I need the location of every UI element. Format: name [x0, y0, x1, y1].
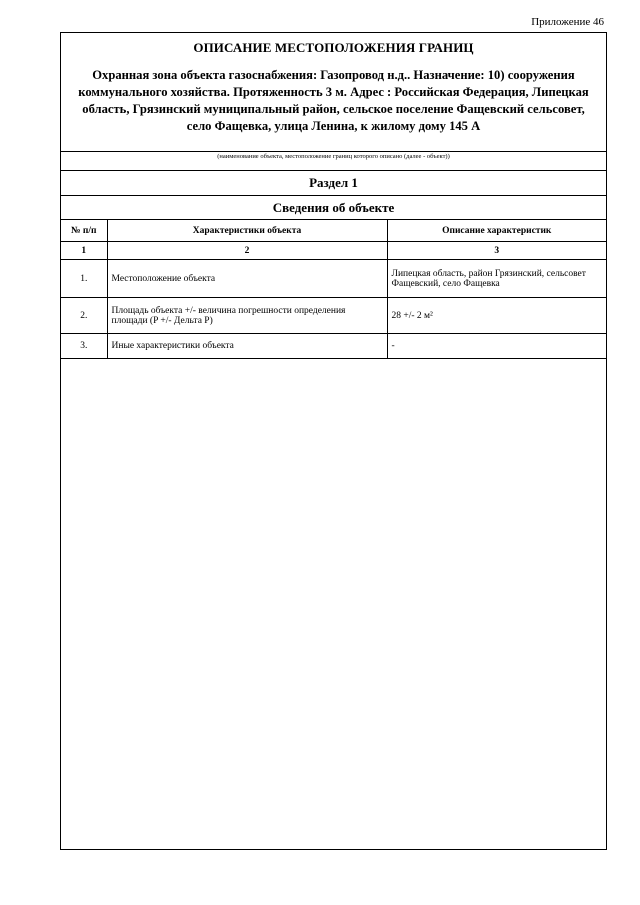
column-header: № п/п	[61, 220, 107, 242]
table-row	[61, 260, 606, 298]
appendix-label: Приложение 46	[531, 16, 604, 28]
object-info-table	[61, 219, 606, 359]
table-row	[61, 334, 606, 359]
column-number: 1	[61, 242, 107, 260]
column-number: 2	[107, 242, 387, 260]
divider	[61, 151, 606, 152]
row-characteristic: Площадь объекта +/- величина погрешности определения площади (P +/- Дельта P)	[107, 298, 387, 334]
row-number: 1.	[61, 260, 107, 298]
row-characteristic: Местоположение объекта	[107, 260, 387, 298]
row-number: 3.	[61, 334, 107, 359]
row-description: Липецкая область, район Грязинский, сельсовет Фащевский, село Фащевка	[387, 260, 606, 298]
section-title: Раздел 1	[309, 175, 358, 190]
row-description: -	[387, 334, 606, 359]
divider	[61, 195, 606, 196]
column-number-row	[61, 242, 606, 260]
document-frame	[60, 32, 607, 850]
column-header: Описание характеристик	[387, 220, 606, 242]
column-number: 3	[387, 242, 606, 260]
object-caption: (наименование объекта, местоположение границ которого описано (далее - объект))	[217, 153, 450, 160]
row-characteristic: Иные характеристики объекта	[107, 334, 387, 359]
table-header-row	[61, 220, 606, 242]
row-description: 28 +/- 2 м²	[387, 298, 606, 334]
table-row	[61, 298, 606, 334]
document-title: ОПИСАНИЕ МЕСТОПОЛОЖЕНИЯ ГРАНИЦ	[193, 40, 474, 55]
column-header: Характеристики объекта	[107, 220, 387, 242]
row-number: 2.	[61, 298, 107, 334]
section-subtitle: Сведения об объекте	[272, 200, 395, 215]
divider	[61, 170, 606, 171]
object-description: Охранная зона объекта газоснабжения: Газопровод н.д.. Назначение: 10) сооружения коммунального хозяйства. Протяженность 3 м. Адрес : Российская Федерация, Липецкая область, Грязинский муниципальный район, сельское поселение Фащевский сельсовет, село Фащевка, улица Ленина, к жилому дому 145 А	[78, 68, 589, 133]
